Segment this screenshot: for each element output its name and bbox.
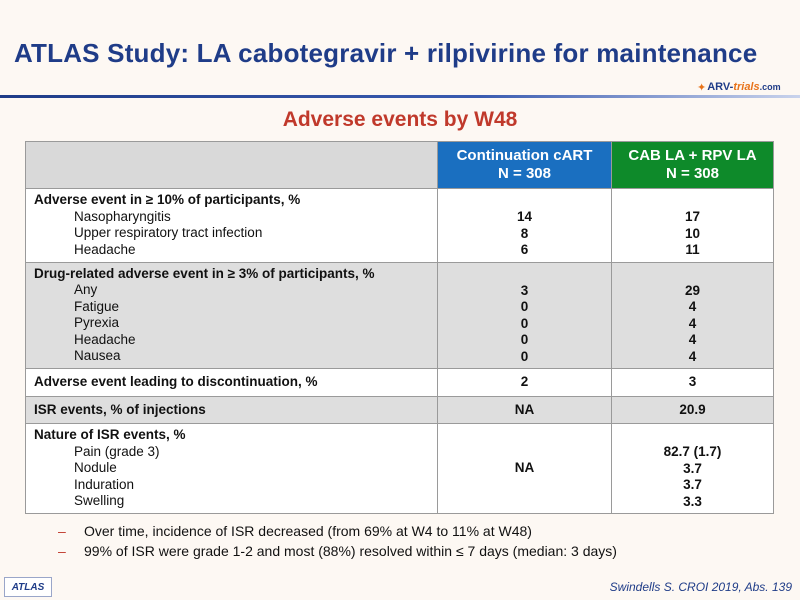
cab-value: 3 <box>688 374 697 389</box>
cab-value: 17 <box>684 209 701 224</box>
cab-value: 3.7 <box>683 460 702 476</box>
row-label-cell <box>26 369 438 397</box>
row-main-label: ISR events, % of injections <box>34 401 206 417</box>
row-sub-label: Fatigue <box>74 298 120 314</box>
logo-text-com: .com <box>759 82 781 92</box>
cart-value: 0 <box>520 315 529 331</box>
cart-value-cell <box>438 262 612 369</box>
cab-value: 82.7 (1.7) <box>663 444 722 459</box>
dash-bullet-icon: – <box>58 543 66 559</box>
cart-value-cell <box>438 396 612 424</box>
bullet-text: 99% of ISR were grade 1-2 and most (88%) resolved within ≤ 7 days (median: 3 days) <box>84 543 617 559</box>
cab-value: 20.9 <box>679 401 706 417</box>
row-sub-label: Upper respiratory tract infection <box>74 225 263 240</box>
row-sub-label: Pyrexia <box>74 315 120 330</box>
row-sub-label: Headache <box>74 241 136 257</box>
cart-value-cell <box>438 189 612 263</box>
table-row <box>26 424 774 514</box>
header-continuation-cart <box>438 142 612 189</box>
row-sub-label: Swelling <box>74 493 125 508</box>
row-label-cell <box>26 262 438 369</box>
table-row <box>26 189 774 263</box>
dash-bullet-icon: – <box>58 523 66 539</box>
row-sub-label: Nausea <box>74 348 121 363</box>
cab-value-cell <box>612 396 774 424</box>
row-label-cell <box>26 396 438 424</box>
cart-value: 2 <box>520 374 529 389</box>
cart-value: NA <box>514 401 535 417</box>
logo-star-icon: ✦ <box>697 81 707 94</box>
cab-value: 11 <box>685 242 700 257</box>
row-main-label: Drug-related adverse event in ≥ 3% of participants, % <box>34 265 375 281</box>
cart-value: 6 <box>520 242 529 257</box>
cart-value: 0 <box>520 332 529 347</box>
table-row <box>26 262 774 369</box>
row-label-cell <box>26 189 438 263</box>
cab-value: 29 <box>684 282 701 298</box>
citation: Swindells S. CROI 2019, Abs. 139 <box>609 580 792 594</box>
title-divider <box>0 95 800 98</box>
bullet-list <box>58 521 788 561</box>
row-sub-label: Any <box>74 282 98 297</box>
table-header-row <box>26 142 774 189</box>
cab-value: 4 <box>688 299 697 314</box>
row-sub-label: Pain (grade 3) <box>74 443 160 459</box>
cart-value: 0 <box>520 299 529 314</box>
cab-value-cell <box>612 369 774 397</box>
row-sub-label: Induration <box>74 476 135 492</box>
slide-title: ATLAS Study: LA cabotegravir + rilpivirine for maintenance <box>14 38 758 68</box>
table-row <box>26 396 774 424</box>
cab-value: 4 <box>688 332 697 347</box>
cab-value: 10 <box>684 225 701 241</box>
cab-value-cell <box>612 424 774 514</box>
row-main-label: Adverse event leading to discontinuation, % <box>34 374 318 389</box>
header-cart-n: N = 308 <box>498 165 551 182</box>
row-sub-label: Nasopharyngitis <box>74 208 171 224</box>
cart-value: NA <box>514 460 535 476</box>
logo-text-trials: trials <box>733 81 760 93</box>
header-cart-name: Continuation cART <box>456 147 593 164</box>
bullet-text: Over time, incidence of ISR decreased (from 69% at W4 to 11% at W48) <box>84 523 532 539</box>
cab-value: 4 <box>688 315 697 331</box>
header-cab-rpv-la <box>612 142 774 189</box>
cab-value: 4 <box>688 348 697 364</box>
bullet-item <box>58 541 788 561</box>
header-cab-n: N = 308 <box>666 165 719 182</box>
cart-value: 3 <box>520 282 529 298</box>
study-badge: ATLAS <box>4 577 52 597</box>
cart-value: 8 <box>520 225 529 241</box>
cart-value: 0 <box>520 348 529 364</box>
table-heading: Adverse events by W48 <box>282 108 518 131</box>
row-main-label: Nature of ISR events, % <box>34 427 186 442</box>
row-sub-label: Nodule <box>74 460 117 475</box>
table-row <box>26 369 774 397</box>
cab-value: 3.3 <box>683 493 702 509</box>
cab-value: 3.7 <box>683 477 702 492</box>
header-blank-cell <box>26 142 438 189</box>
cab-value-cell <box>612 189 774 263</box>
arv-trials-logo <box>697 78 781 96</box>
row-label-cell <box>26 424 438 514</box>
bullet-item <box>58 521 788 541</box>
cart-value: 14 <box>516 209 533 224</box>
row-sub-label: Headache <box>74 331 136 347</box>
header-cab-name: CAB LA + RPV LA <box>628 147 757 164</box>
logo-text-arv: ARV- <box>707 81 734 93</box>
row-main-label: Adverse event in ≥ 10% of participants, % <box>34 192 301 207</box>
adverse-events-table <box>25 141 774 514</box>
cart-value-cell <box>438 424 612 514</box>
cab-value-cell <box>612 262 774 369</box>
cart-value-cell <box>438 369 612 397</box>
